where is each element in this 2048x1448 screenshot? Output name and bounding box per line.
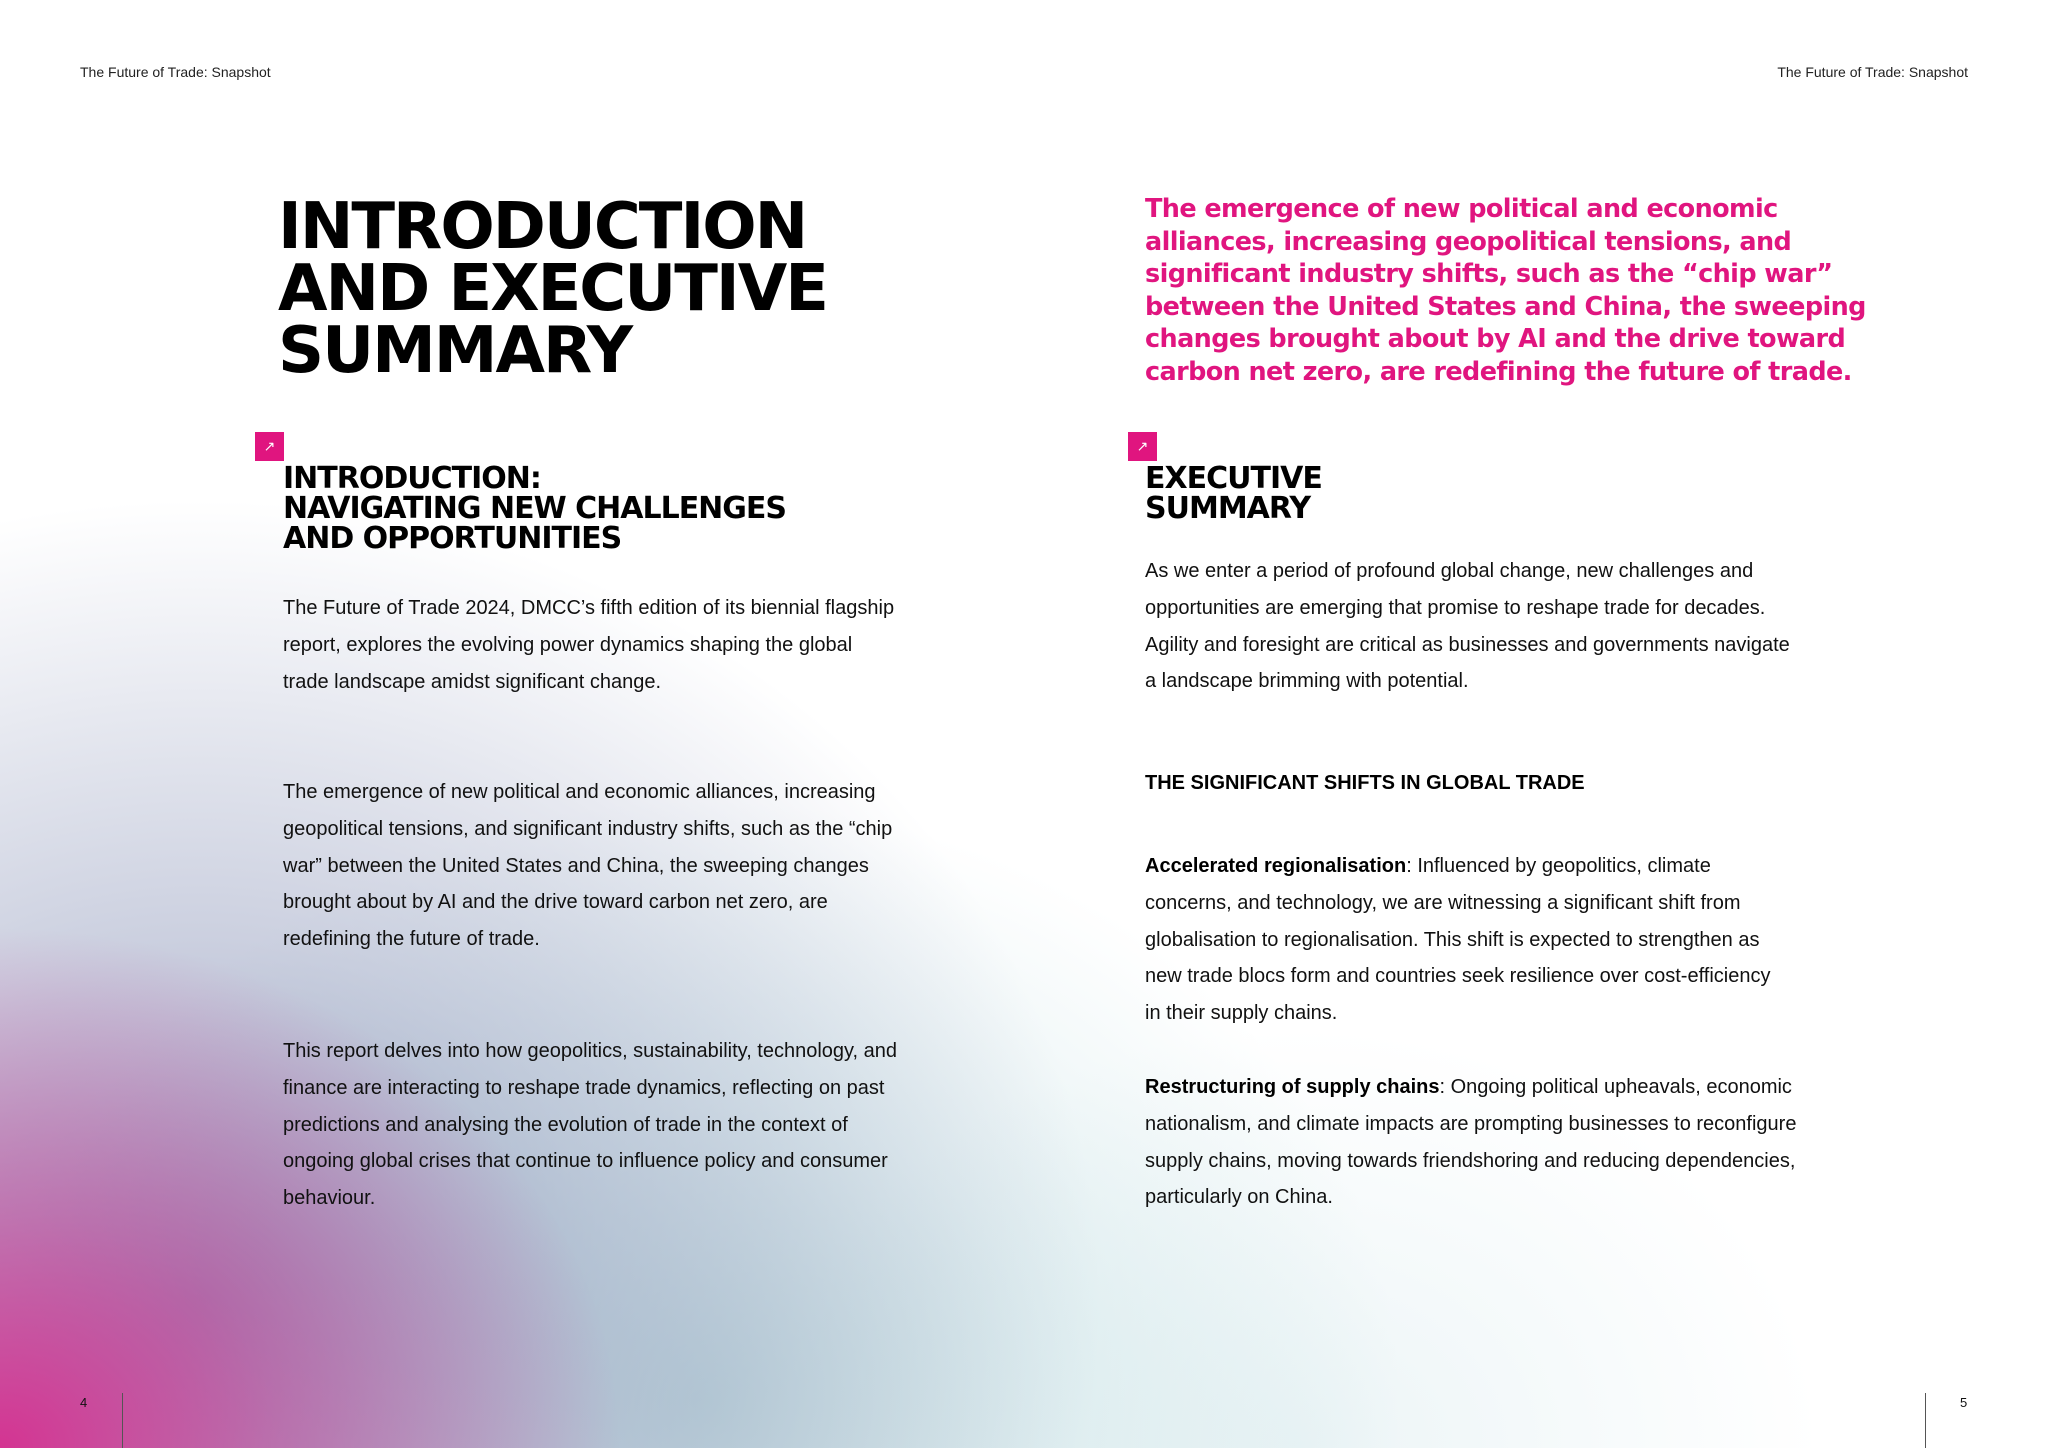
shift-term: Restructuring of supply chains: [1145, 1076, 1440, 1098]
intro-paragraph-3: This report delves into how geopolitics, sustainability, technology, and finance are interacting to reshape trade dynamics, reflecting on past predictions and analysing the evolution of trade in the context of ongoing global crises that continue to influence policy and consumer behaviour.: [283, 1040, 898, 1210]
page-title-line: INTRODUCTION: [278, 190, 807, 264]
section-heading-line: EXECUTIVE: [1145, 461, 1322, 496]
intro-paragraph-2: The emergence of new political and economic alliances, increasing geopolitical tensions, and significant industry shifts, such as the “chip war” between the United States and China, the sweeping changes brought about by AI and the drive toward carbon net zero, are redefining the future of trade.: [283, 781, 893, 951]
running-header-left: The Future of Trade: Snapshot: [80, 64, 271, 80]
shift-accelerated-regionalisation: [1145, 848, 1785, 1032]
page-title-line: AND EXECUTIVE: [278, 252, 827, 326]
page-rule-right: [1925, 1393, 1926, 1448]
section-heading-line: NAVIGATING NEW CHALLENGES: [283, 491, 787, 526]
section-heading-line: SUMMARY: [1145, 491, 1311, 526]
section-heading-line: AND OPPORTUNITIES: [283, 521, 622, 556]
shifts-subheading: THE SIGNIFICANT SHIFTS IN GLOBAL TRADE: [1145, 772, 1585, 794]
shift-description: : Influenced by geopolitics, climate concerns, and technology, we are witnessing a significant shift from globalisation to regionalisation. This shift is expected to strengthen as new trade blocs form and countries seek resilience over cost-efficiency in their supply chains.: [1145, 855, 1771, 1025]
intro-paragraph-1: The Future of Trade 2024, DMCC’s fifth edition of its biennial flagship report, explores the evolving power dynamics shaping the global trade landscape amidst significant change.: [283, 597, 895, 693]
page-number-right: 5: [1960, 1395, 1968, 1410]
section-heading-introduction: [283, 461, 903, 556]
page-title-line: SUMMARY: [278, 314, 632, 388]
shift-term: Accelerated regionalisation: [1145, 855, 1407, 877]
section-heading-line: INTRODUCTION:: [283, 461, 541, 496]
section-heading-executive-summary: [1145, 461, 1765, 526]
page-number-left: 4: [80, 1395, 88, 1410]
page-rule-left: [122, 1393, 123, 1448]
arrow-up-right-icon: ↗: [255, 432, 284, 461]
shift-description: : Ongoing political upheavals, economic nationalism, and climate impacts are prompting businesses to reconfigure supply chains, moving towards friendshoring and reducing dependencies, particularly on China.: [1145, 1076, 1797, 1209]
running-header-right: The Future of Trade: Snapshot: [1777, 64, 1968, 80]
executive-intro-paragraph: As we enter a period of profound global change, new challenges and opportunities are emerging that promise to reshape trade for decades. Agility and foresight are critical as businesses and governments navigate a landscape brimming with potential.: [1145, 560, 1790, 693]
shift-restructuring-supply-chains: [1145, 1069, 1805, 1216]
pull-quote: The emergence of new political and economic alliances, increasing geopolitical tensions, and significant industry shifts, such as the “chip war” between the United States and China, the sweeping changes brought about by AI and the drive toward carbon net zero, are redefining the future of trade.: [1145, 194, 1866, 387]
page-title: [278, 190, 918, 388]
arrow-up-right-icon: ↗: [1128, 432, 1157, 461]
